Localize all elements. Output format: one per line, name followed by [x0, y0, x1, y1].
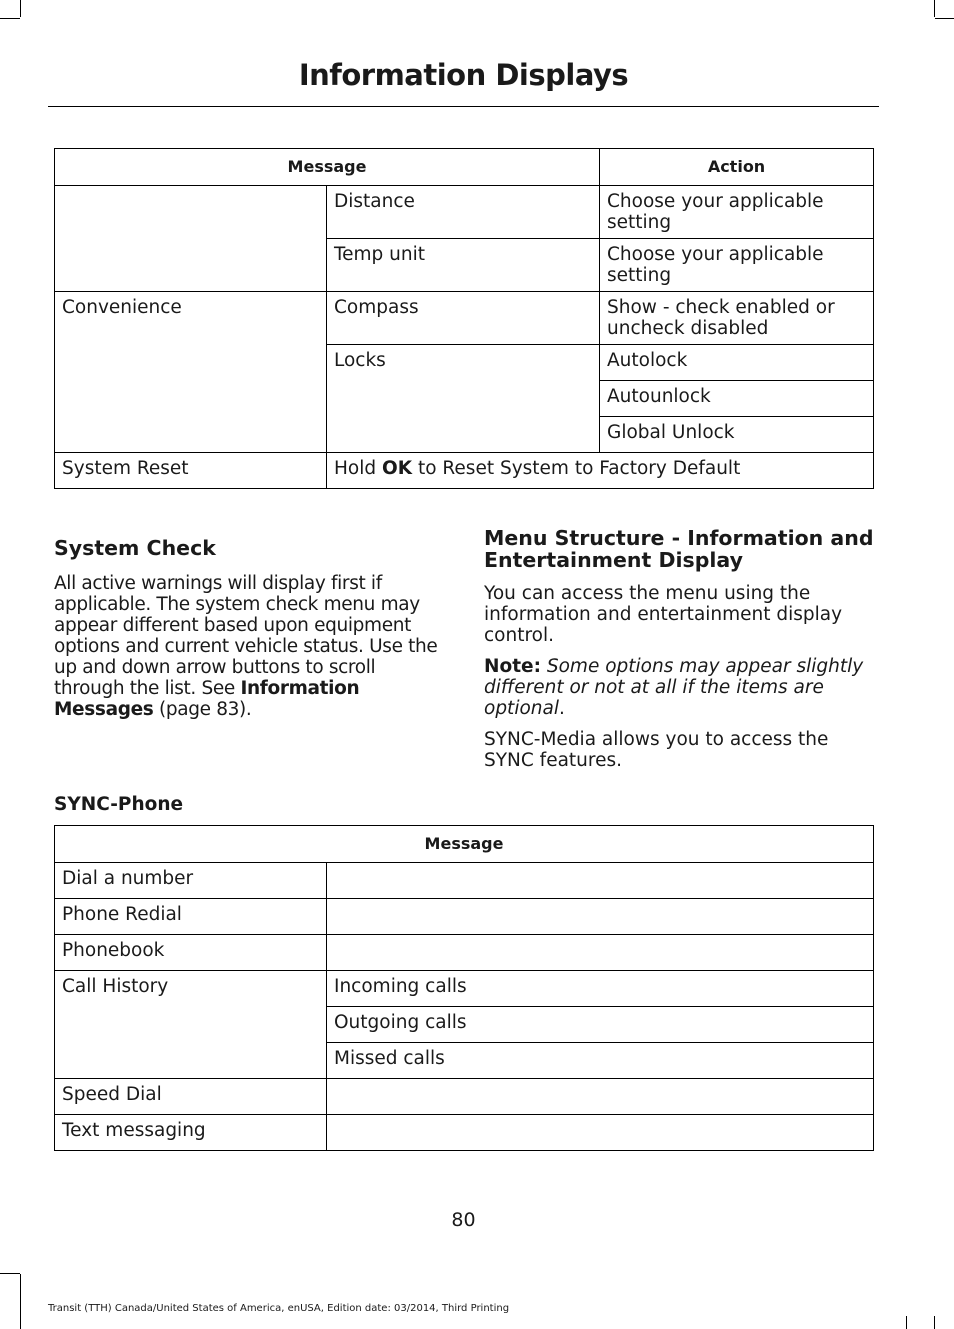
crop-mark — [934, 0, 935, 17]
table-cell: Distance — [327, 186, 600, 239]
table-cell: Global Unlock — [600, 417, 874, 453]
table-header-row — [55, 149, 874, 186]
table-cell-empty — [55, 186, 327, 292]
column-header-message: Message — [55, 826, 874, 863]
table-row — [55, 899, 874, 935]
text-run: . — [558, 698, 565, 719]
system-check-section — [54, 537, 446, 730]
table-row — [55, 1079, 874, 1115]
note-paragraph — [484, 656, 876, 719]
page-title: Information Displays — [298, 58, 629, 92]
table-row — [55, 971, 874, 1007]
table-row — [55, 292, 874, 345]
crop-mark — [20, 1274, 21, 1329]
table-row — [55, 1115, 874, 1151]
sync-phone-heading: SYNC-Phone — [54, 794, 184, 815]
table-cell-empty — [327, 1115, 874, 1151]
table-cell: Dial a number — [55, 863, 327, 899]
section-heading: System Check — [54, 536, 216, 560]
table-cell: Locks — [327, 345, 600, 453]
title-divider — [48, 106, 879, 107]
table-cell: Missed calls — [327, 1043, 874, 1079]
table-cell: Phonebook — [55, 935, 327, 971]
body-paragraph: SYNC-Media allows you to access the SYNC features. — [484, 729, 829, 771]
table-cell: Choose your applicable setting — [600, 186, 874, 239]
text-run: to Reset System to Factory Default — [412, 458, 741, 479]
table-cell-empty — [327, 863, 874, 899]
table-cell: Outgoing calls — [327, 1007, 874, 1043]
table-cell-empty — [327, 935, 874, 971]
settings-table — [54, 148, 874, 489]
table-cell: System Reset — [55, 453, 327, 489]
column-header-action: Action — [600, 149, 874, 186]
text-run: Hold — [334, 458, 382, 479]
table-cell: Temp unit — [327, 239, 600, 292]
edition-footer: Transit (TTH) Canada/United States of America, enUSA, Edition date: 03/2014, Third Printing — [48, 1303, 510, 1314]
table-row — [55, 863, 874, 899]
table-cell: Show - check enabled or uncheck disabled — [600, 292, 874, 345]
table-cell — [327, 453, 874, 489]
crop-mark — [935, 18, 954, 19]
table-row — [55, 935, 874, 971]
body-paragraph — [54, 573, 446, 720]
note-label: Note: — [484, 656, 541, 677]
page-reference: (page 83). — [153, 699, 252, 720]
table-cell: Incoming calls — [327, 971, 874, 1007]
crop-mark — [906, 1316, 907, 1329]
table-cell: Compass — [327, 292, 600, 345]
crop-mark — [934, 1316, 935, 1329]
cross-reference-link[interactable]: Information Messages — [54, 678, 360, 720]
section-heading: Menu Structure - Information and Entertainment Display — [484, 526, 874, 572]
crop-mark — [0, 18, 20, 19]
page-number: 80 — [451, 1209, 476, 1231]
table-cell: Choose your applicable setting — [600, 239, 874, 292]
table-cell: Convenience — [55, 292, 327, 453]
body-paragraph: You can access the menu using the information and entertainment display control. — [484, 583, 843, 646]
table-cell: Phone Redial — [55, 899, 327, 935]
table-cell-empty — [327, 1079, 874, 1115]
ok-button-label: OK — [382, 458, 413, 479]
text-run: All active warnings will display first if applicable. The system check menu may appear different based upon equipment options and current vehicle status. Use the up and down arrow buttons to scroll through the list. See — [54, 573, 438, 699]
note-text: Some options may appear slightly different or not at all if the items are optional — [484, 656, 864, 719]
table-cell-empty — [327, 899, 874, 935]
column-header-message: Message — [55, 149, 600, 186]
table-cell: Autounlock — [600, 381, 874, 417]
menu-structure-section — [484, 527, 876, 781]
table-cell: Text messaging — [55, 1115, 327, 1151]
table-row — [55, 186, 874, 239]
table-cell: Call History — [55, 971, 327, 1079]
crop-mark — [0, 1273, 20, 1274]
crop-mark — [20, 0, 21, 17]
table-header-row — [55, 826, 874, 863]
table-cell: Speed Dial — [55, 1079, 327, 1115]
sync-phone-table — [54, 825, 874, 1151]
table-cell: Autolock — [600, 345, 874, 381]
table-row — [55, 453, 874, 489]
